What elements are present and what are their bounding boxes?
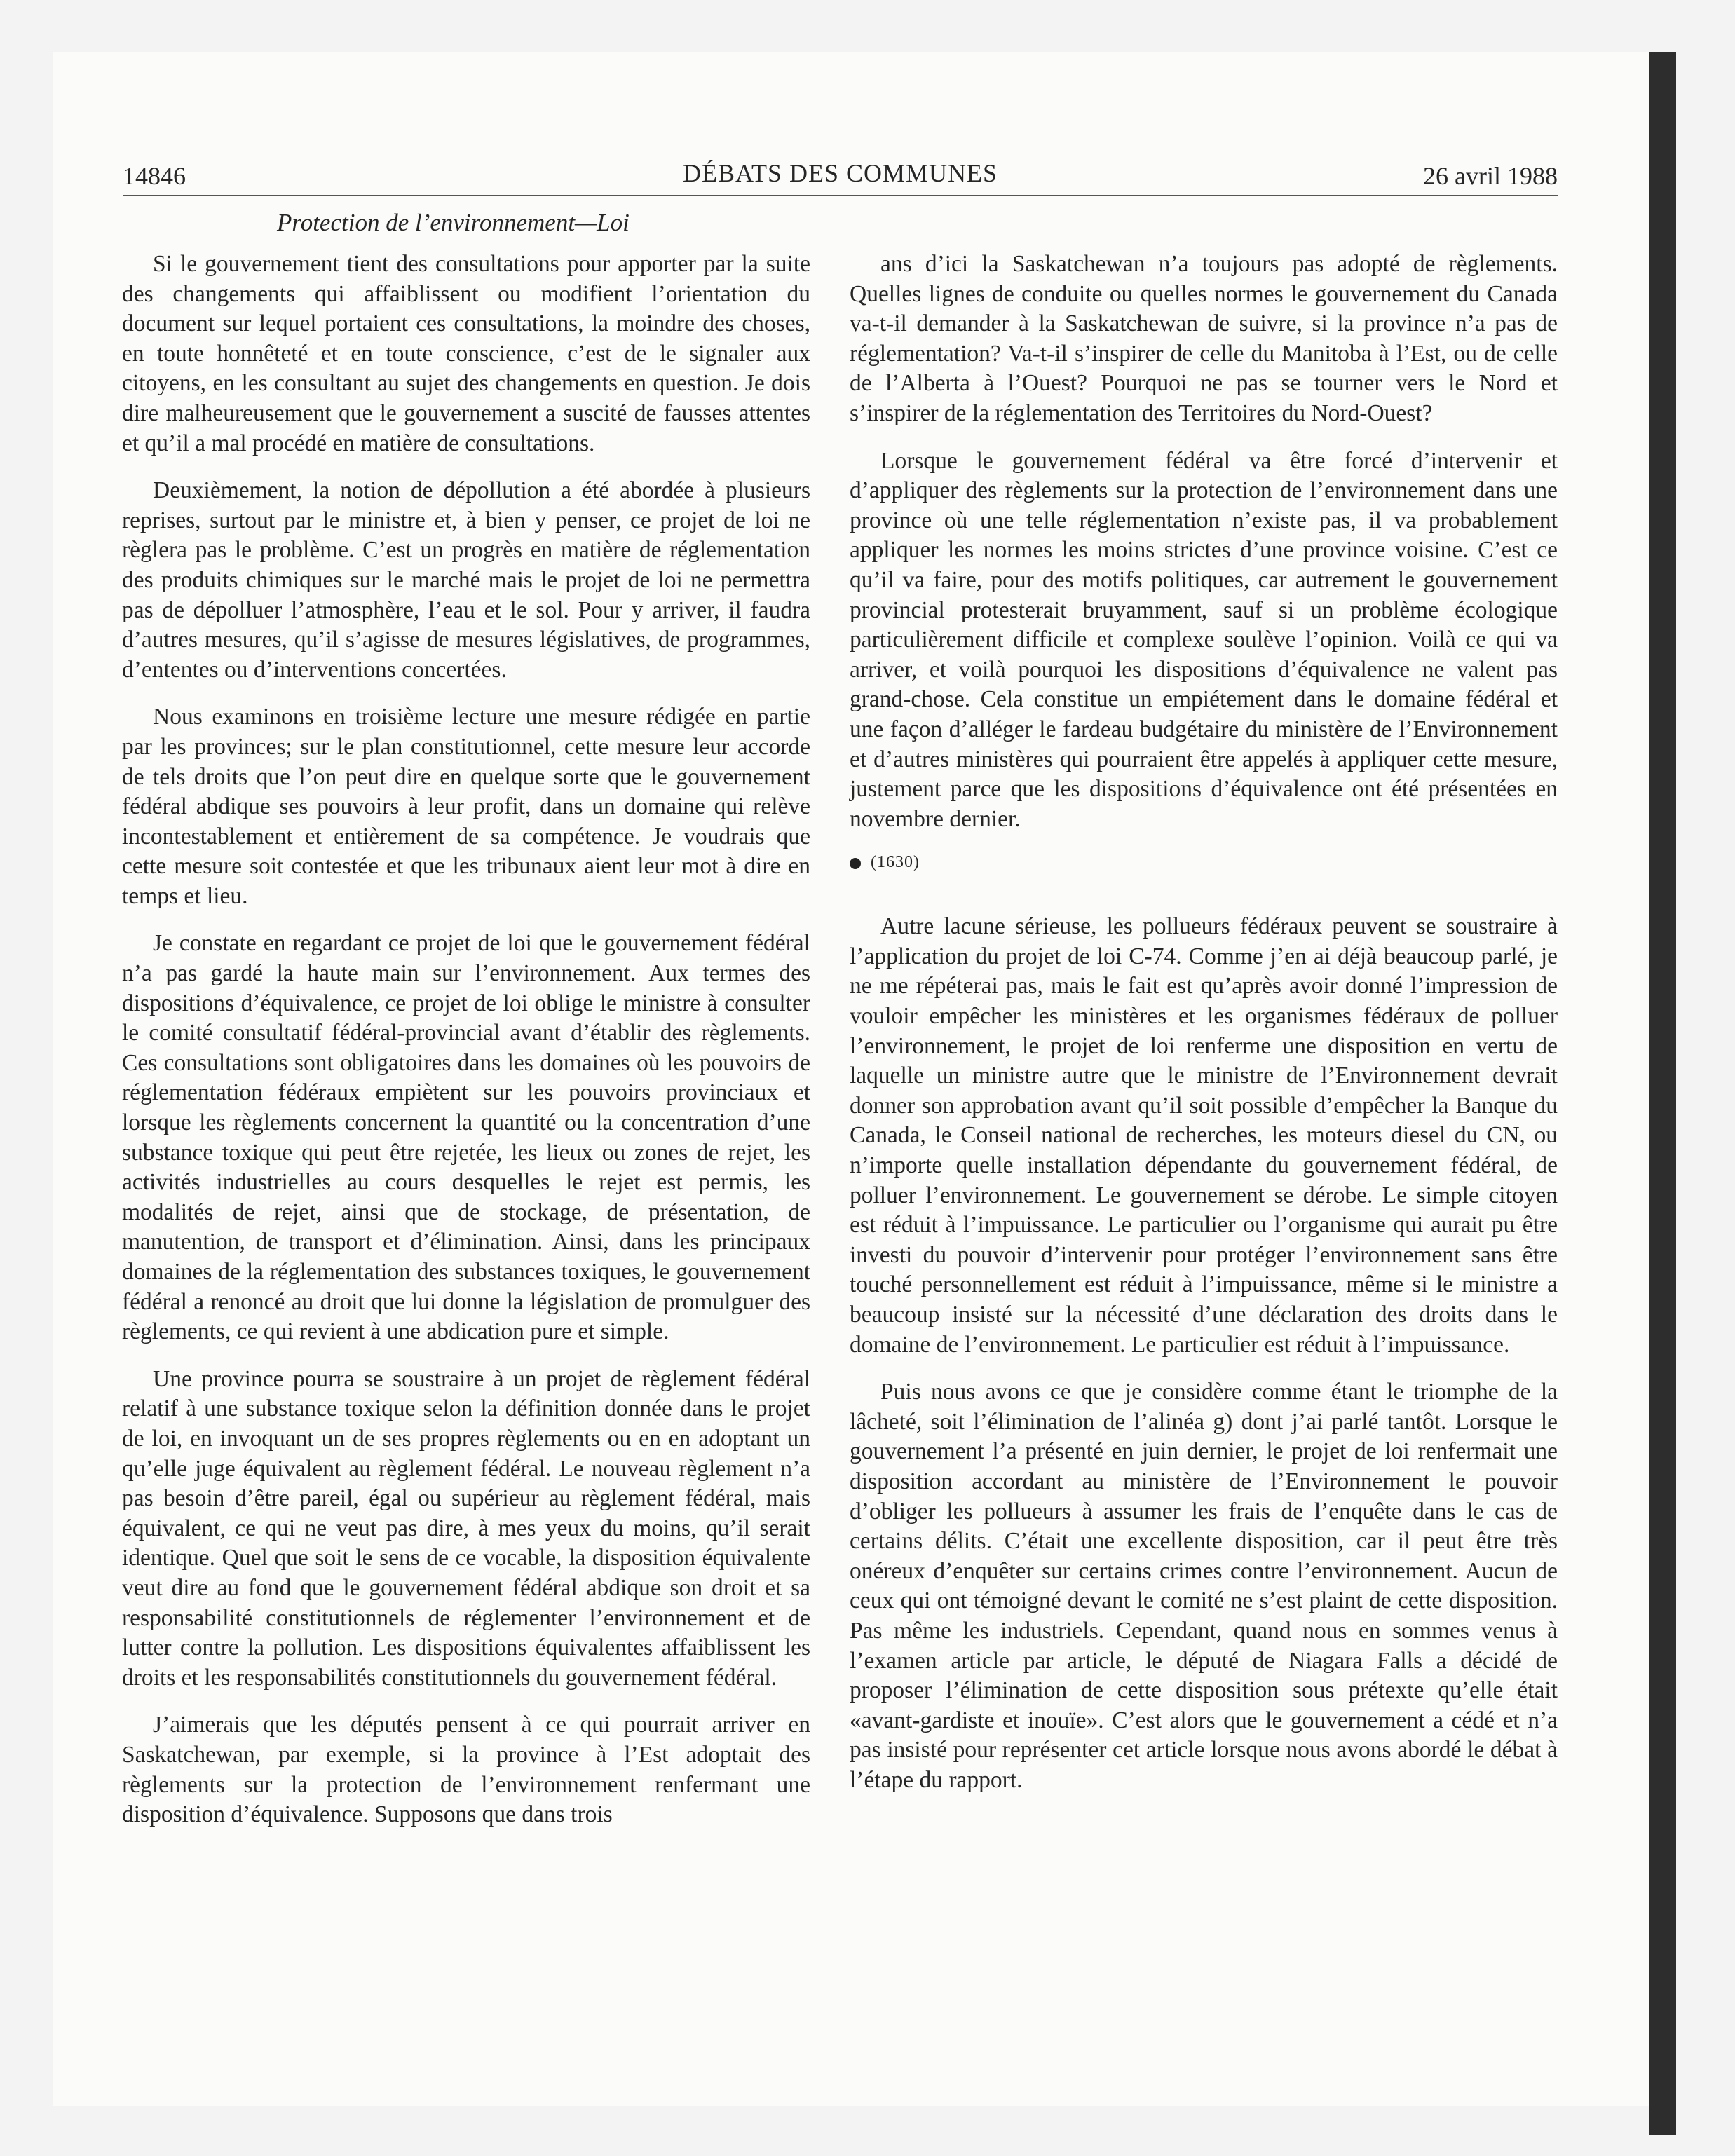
- paragraph: Nous examinons en troisième lecture une mesure rédigée en partie par les provinces; sur le plan constitutionnel, cette mesure leur accorde de tels droits que l’on peut dire en quelque sorte que le gouvernement fédéral abdique ses pouvoirs à leur profit, dans un domaine qui relève incontestablement et entièrement de sa compétence. Je voudrais que cette mesure soit contestée et que les tribunaux aient leur mot à dire en temps et lieu.: [122, 704, 810, 909]
- paragraph: Autre lacune sérieuse, les pollueurs fédéraux peuvent se soustraire à l’application du projet de loi C-74. Comme j’en ai déjà beaucoup parlé, je ne me répéterai pas, mais le fait est qu’après avoir donné l’impression de vouloir empêcher les ministères et les organismes fédéraux de polluer l’environnement, le projet de loi renferme une disposition en vertu de laquelle un ministre autre que le ministre de l’Environnement devrait donner son approbation avant qu’il soit possible d’empêcher la Banque du Canada, le Conseil national de recherches, les moteurs diesel du CN, ou n’importe quelle installation dépendante du gouvernement fédéral, de polluer l’environnement. Le gouvernement se dérobe. Le simple citoyen est réduit à l’impuissance. Le particulier ou l’organisme qui aurait pu être investi du pouvoir d’intervenir pour protéger l’environnement sans être touché personnellement est réduit à l’impuissance, même si le ministre a beaucoup insisté sur la nécessité d’une déclaration des droits dans le domaine de l’environnement. Le particulier est réduit à l’impuissance.: [850, 913, 1558, 1358]
- paragraph: ans d’ici la Saskatchewan n’a toujours pas adopté de règlements. Quelles lignes de conduite ou quelles normes le gouvernement du Canada va-t-il demander à la Saskatchewan de suivre, si la province n’a pas de réglementation? Va-t-il s’inspirer de celle du Manitoba à l’Est, ou de celle de l’Alberta à l’Ouest? Pourquoi ne pas se tourner vers le Nord et s’inspirer de la réglementation des Territoires du Nord-Ouest?: [850, 251, 1558, 426]
- bullet-icon: [850, 858, 861, 869]
- right-column: [850, 250, 1558, 1813]
- scan-edge-shadow: [1649, 52, 1676, 2135]
- left-column: [122, 250, 810, 1848]
- time-marker-label: (1630): [871, 853, 920, 872]
- page-header: [123, 156, 1558, 196]
- page-number: 14846: [123, 162, 186, 190]
- running-title: Protection de l’environnement—Loi: [277, 209, 630, 236]
- time-marker: [850, 852, 1558, 873]
- publication-date: 26 avril 1988: [1423, 162, 1558, 190]
- publication-title: DÉBATS DES COMMUNES: [682, 159, 998, 187]
- paragraph: Lorsque le gouvernement fédéral va être forcé d’intervenir et d’appliquer des règlements sur la protection de l’environnement dans une province où une telle réglementation n’existe pas, il va probablement appliquer les normes les moins strictes d’une province voisine. C’est ce qu’il va faire, pour des motifs politiques, car autrement le gouvernement provincial protesterait bruyamment, sauf si un problème écologique particulièrement difficile et complexe soulève l’opinion. Voilà ce qui va arriver, et voilà pourquoi les dispositions d’équivalence ne valent pas grand-chose. Cela constitue un empiétement dans le domaine fédéral et une façon d’alléger le fardeau budgétaire du ministère de l’Environnement et d’autres ministères qui pourraient être appelés à appliquer cette mesure, justement parce que les dispositions d’équivalence ont été présentées en novembre dernier.: [850, 447, 1558, 832]
- paragraph: Puis nous avons ce que je considère comme étant le triomphe de la lâcheté, soit l’élimination de l’alinéa g) dont j’ai parlé tantôt. Lorsque le gouvernement l’a présenté en juin dernier, le projet de loi renfermait une disposition accordant au ministère de l’Environnement le pouvoir d’obliger les pollueurs à assumer les frais de l’enquête dans le cas de certains délits. C’était une excellente disposition, car il peut être très onéreux d’enquêter sur certains crimes contre l’environnement. Aucun de ceux qui ont témoigné devant le comité ne s’est plaint de cette disposition. Pas même les industriels. Cependant, quand nous en sommes venus à l’examen article par article, le député de Niagara Falls a décidé de proposer l’élimination de cette disposition sous prétexte qu’elle était «avant-gardiste et inouïe». C’est alors que le gouvernement a cédé et n’a pas insisté pour représenter cet article lorsque nous avons abordé le débat à l’étape du rapport.: [850, 1379, 1558, 1793]
- paragraph: Si le gouvernement tient des consultations pour apporter par la suite des changements qui affaiblissent ou modifient l’orientation du document sur lequel portaient ces consultations, la moindre des choses, en toute honnêteté et en toute conscience, c’est de le signaler aux citoyens, en les consultant au sujet des changements en question. Je dois dire malheureusement que le gouvernement a suscité de fausses attentes et qu’il a mal procédé en matière de consultations.: [122, 251, 810, 456]
- paragraph: Je constate en regardant ce projet de loi que le gouvernement fédéral n’a pas gardé la haute main sur l’environnement. Aux termes des dispositions d’équivalence, ce projet de loi oblige le ministre à consulter le comité consultatif fédéral-provincial avant d’établir des règlements. Ces consultations sont obligatoires dans les domaines où les pouvoirs de réglementation fédéraux empiètent sur les pouvoirs provinciaux et lorsque les règlements concernent la quantité ou la concentration d’une substance toxique qui peut être rejetée, les lieux ou zones de rejet, les activités industrielles au cours desquelles le rejet est permis, les modalités de rejet, ainsi que de stockage, de présentation, de manutention, de transport et d’élimination. Ainsi, dans les principaux domaines de la réglementation des substances toxiques, le gouvernement fédéral a renoncé au droit que lui donne la législation de promulguer des règlements, ce qui revient à une abdication pure et simple.: [122, 930, 810, 1345]
- paragraph: Une province pourra se soustraire à un projet de règlement fédéral relatif à une substance toxique selon la définition donnée dans le projet de loi, en invoquant un de ses propres règlements ou en en adoptant un qu’elle juge équivalent au règlement fédéral. Le nouveau règlement n’a pas besoin d’être pareil, égal ou supérieur au règlement fédéral, mais équivalent, ce qui ne veut pas dire, à mes yeux du moins, qu’il serait identique. Quel que soit le sens de ce vocable, la disposition équivalente veut dire au fond que le gouvernement fédéral abdique son droit et sa responsabilité constitutionnels de réglementer l’environnement et de lutter contre la pollution. Les dispositions équivalentes affaiblissent les droits et les responsabilités constitutionnels du gouvernement fédéral.: [122, 1365, 810, 1691]
- paragraph: J’aimerais que les députés pensent à ce qui pourrait arriver en Saskatchewan, par exemple, si la province à l’Est adoptait des règlements sur la protection de l’environnement renfermant une disposition d’équivalence. Supposons que dans trois: [122, 1712, 810, 1828]
- paragraph: Deuxièmement, la notion de dépollution a été abordée à plusieurs reprises, surtout par le ministre et, à bien y penser, ce projet de loi ne règlera pas le problème. C’est un progrès en matière de réglementation des produits chimiques sur le marché mais le projet de loi ne permettra pas de dépolluer l’atmosphère, l’eau et le sol. Pour y arriver, il faudra d’autres mesures, qu’il s’agisse de mesures législatives, de programmes, d’ententes ou d’interventions concertées.: [122, 477, 810, 683]
